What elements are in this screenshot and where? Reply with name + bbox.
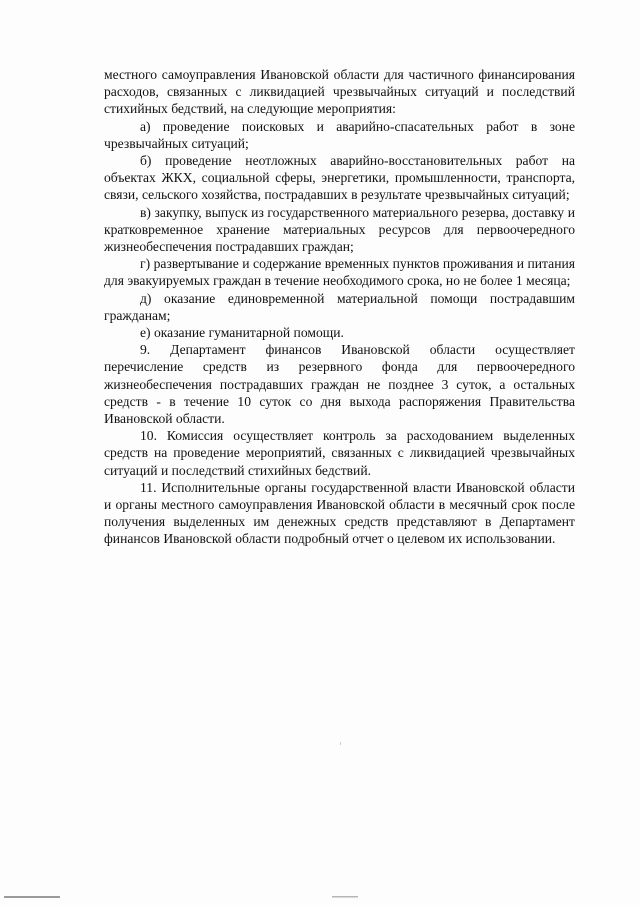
scan-artifact-left <box>4 896 60 898</box>
paragraph-11: 11. Исполнительные органы государственной власти Ивановской области и органы местного самоуправления Ивановской области в месячный срок после получения выделенных им денежных средств представляют в Департамент финансов Ивановской области подробный отчет о целевом их использовании. <box>104 479 575 547</box>
list-item-d: г) развертывание и содержание временных пунктов проживания и питания для эвакуируемых граждан в течение необходимого срока, но не более 1 месяца; <box>104 256 575 289</box>
paragraph-intro: местного самоуправления Ивановской области для частичного финансирования расходов, связанных с ликвидацией чрезвычайных ситуаций и последствий стихийных бедствий, на следующие мероприятия: <box>104 67 575 117</box>
list-item-f: е) оказание гуманитарной помощи. <box>140 325 344 341</box>
list-item-c: в) закупку, выпуск из государственного материального резерва, доставку и кратковременное хранение материальных ресурсов для первоочередного жизнеобеспечения пострадавших граждан; <box>104 204 575 255</box>
list-item-b: б) проведение неотложных аварийно-восстановительных работ на объектах ЖКХ, социальной сферы, энергетики, промышленности, транспорта, связи, сельского хозяйства, пострадавших в результате чрезвычайных ситуаций; <box>104 153 575 203</box>
list-item-a: а) проведение поисковых и аварийно-спасательных работ в зоне чрезвычайных ситуаций; <box>104 118 575 151</box>
list-item-e: д) оказание единовременной материальной помощи пострадавшим гражданам; <box>104 290 575 323</box>
paragraph-9: 9. Департамент финансов Ивановской области осуществляет перечисление средств из резервного фонда для первоочередного жизнеобеспечения пострадавших граждан не позднее 3 суток, а остальных средств - в течение 10 суток со дня выхода распоряжения Правительства Ивановской области. <box>104 342 575 427</box>
scan-artifact-dot <box>340 742 341 745</box>
scan-artifact-center <box>332 896 358 898</box>
paragraph-10: 10. Комиссия осуществляет контроль за расходованием выделенных средств на проведение мероприятий, связанных с ликвидацией чрезвычайных ситуаций и последствий стихийных бедствий. <box>104 428 575 478</box>
